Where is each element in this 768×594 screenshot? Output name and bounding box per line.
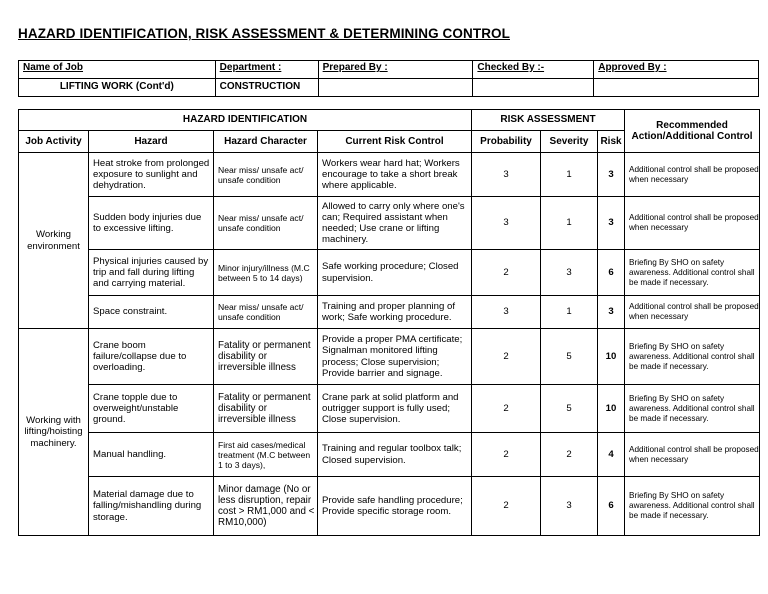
table-row xyxy=(19,250,760,296)
severity-cell: 1 xyxy=(541,153,598,197)
current-control-cell: Provide safe handling procedure; Provide specific storage room. xyxy=(318,477,472,536)
job-info-table xyxy=(18,60,759,97)
recommended-cell: Briefing By SHO on safety awareness. Additional control shall be made if necessary. xyxy=(625,385,760,433)
hazard-character-cell: Near miss/ unsafe act/ unsafe condition xyxy=(214,197,318,250)
job-activity-cell: Working environment xyxy=(19,153,89,329)
hazard-character-cell: Fatality or permanent disability or irreversible illness xyxy=(214,385,318,433)
name-of-job-label: Name of Job xyxy=(19,61,216,79)
risk-cell: 4 xyxy=(598,433,625,477)
severity-cell: 2 xyxy=(541,433,598,477)
table-row xyxy=(19,477,760,536)
severity-header: Severity xyxy=(541,131,598,153)
recommended-cell: Additional control shall be proposed when necessary xyxy=(625,296,760,329)
job-activity-cell: Working with lifting/hoisting machinery. xyxy=(19,329,89,536)
severity-cell: 1 xyxy=(541,197,598,250)
risk-header: Risk xyxy=(598,131,625,153)
risk-cell: 3 xyxy=(598,197,625,250)
current-control-cell: Training and proper planning of work; Safe working procedure. xyxy=(318,296,472,329)
hazard-cell: Heat stroke from prolonged exposure to sunlight and dehydration. xyxy=(89,153,214,197)
probability-cell: 2 xyxy=(472,385,541,433)
risk-cell: 3 xyxy=(598,153,625,197)
approved-by-value xyxy=(594,79,759,97)
checked-by-label: Checked By :- xyxy=(473,61,594,79)
table-row xyxy=(19,153,760,197)
hazard-character-header: Hazard Character xyxy=(214,131,318,153)
current-control-cell: Safe working procedure; Closed supervision. xyxy=(318,250,472,296)
hazard-cell: Physical injuries caused by trip and fall during lifting and carrying material. xyxy=(89,250,214,296)
recommended-cell: Briefing By SHO on safety awareness. Additional control shall be made if necessary. xyxy=(625,477,760,536)
checked-by-value xyxy=(473,79,594,97)
hazard-header: Hazard xyxy=(89,131,214,153)
current-control-header: Current Risk Control xyxy=(318,131,472,153)
current-control-cell: Provide a proper PMA certificate; Signalman monitored lifting process; Close supervision; Provide barrier and signage. xyxy=(318,329,472,385)
table-row xyxy=(19,197,760,250)
hazard-cell: Sudden body injuries due to excessive lifting. xyxy=(89,197,214,250)
name-of-job-value: LIFTING WORK (Cont'd) xyxy=(19,79,216,97)
table-row xyxy=(19,296,760,329)
hazard-cell: Crane topple due to overweight/unstable ground. xyxy=(89,385,214,433)
probability-cell: 2 xyxy=(472,329,541,385)
risk-assessment-header: RISK ASSESSMENT xyxy=(472,110,625,131)
probability-cell: 3 xyxy=(472,197,541,250)
job-activity-header: Job Activity xyxy=(19,131,89,153)
prepared-by-value xyxy=(318,79,473,97)
hazard-character-cell: First aid cases/medical treatment (M.C between 1 to 3 days), xyxy=(214,433,318,477)
probability-header: Probability xyxy=(472,131,541,153)
risk-cell: 6 xyxy=(598,250,625,296)
hazard-cell: Space constraint. xyxy=(89,296,214,329)
hazard-character-cell: Near miss/ unsafe act/ unsafe condition xyxy=(214,153,318,197)
probability-cell: 2 xyxy=(472,433,541,477)
recommended-header: Recommended Action/Additional Control xyxy=(625,110,760,153)
severity-cell: 3 xyxy=(541,477,598,536)
recommended-cell: Additional control shall be proposed when necessary xyxy=(625,433,760,477)
recommended-cell: Briefing By SHO on safety awareness. Additional control shall be made if necessary. xyxy=(625,250,760,296)
approved-by-label: Approved By : xyxy=(594,61,759,79)
department-value: CONSTRUCTION xyxy=(215,79,318,97)
hazard-cell: Crane boom failure/collapse due to overloading. xyxy=(89,329,214,385)
probability-cell: 3 xyxy=(472,296,541,329)
probability-cell: 3 xyxy=(472,153,541,197)
table-row xyxy=(19,433,760,477)
risk-cell: 10 xyxy=(598,329,625,385)
hazard-character-cell: Near miss/ unsafe act/ unsafe condition xyxy=(214,296,318,329)
hazard-character-cell: Minor damage (No or less disruption, repair cost > RM1,000 and < RM10,000) xyxy=(214,477,318,536)
hazard-character-cell: Minor injury/illness (M.C between 5 to 14 days) xyxy=(214,250,318,296)
current-control-cell: Training and regular toolbox talk; Closed supervision. xyxy=(318,433,472,477)
current-control-cell: Workers wear hard hat; Workers encourage to take a short break where applicable. xyxy=(318,153,472,197)
table-row xyxy=(19,385,760,433)
risk-cell: 6 xyxy=(598,477,625,536)
hazard-cell: Material damage due to falling/mishandling during storage. xyxy=(89,477,214,536)
severity-cell: 5 xyxy=(541,385,598,433)
severity-cell: 1 xyxy=(541,296,598,329)
risk-cell: 3 xyxy=(598,296,625,329)
page-title: HAZARD IDENTIFICATION, RISK ASSESSMENT & DETERMINING CONTROL xyxy=(18,26,510,41)
department-label: Department : xyxy=(215,61,318,79)
hazard-cell: Manual handling. xyxy=(89,433,214,477)
recommended-cell: Additional control shall be proposed when necessary xyxy=(625,153,760,197)
hazard-table xyxy=(18,109,760,536)
prepared-by-label: Prepared By : xyxy=(318,61,473,79)
hazard-character-cell: Fatality or permanent disability or irreversible illness xyxy=(214,329,318,385)
risk-cell: 10 xyxy=(598,385,625,433)
recommended-cell: Additional control shall be proposed when necessary xyxy=(625,197,760,250)
table-row xyxy=(19,329,760,385)
severity-cell: 3 xyxy=(541,250,598,296)
current-control-cell: Allowed to carry only where one's can; Required assistant when needed; Use crane or lifting machinery. xyxy=(318,197,472,250)
probability-cell: 2 xyxy=(472,250,541,296)
probability-cell: 2 xyxy=(472,477,541,536)
recommended-cell: Briefing By SHO on safety awareness. Additional control shall be made if necessary. xyxy=(625,329,760,385)
current-control-cell: Crane park at solid platform and outrigger support is fully used; Close supervision. xyxy=(318,385,472,433)
severity-cell: 5 xyxy=(541,329,598,385)
hazard-identification-header: HAZARD IDENTIFICATION xyxy=(19,110,472,131)
